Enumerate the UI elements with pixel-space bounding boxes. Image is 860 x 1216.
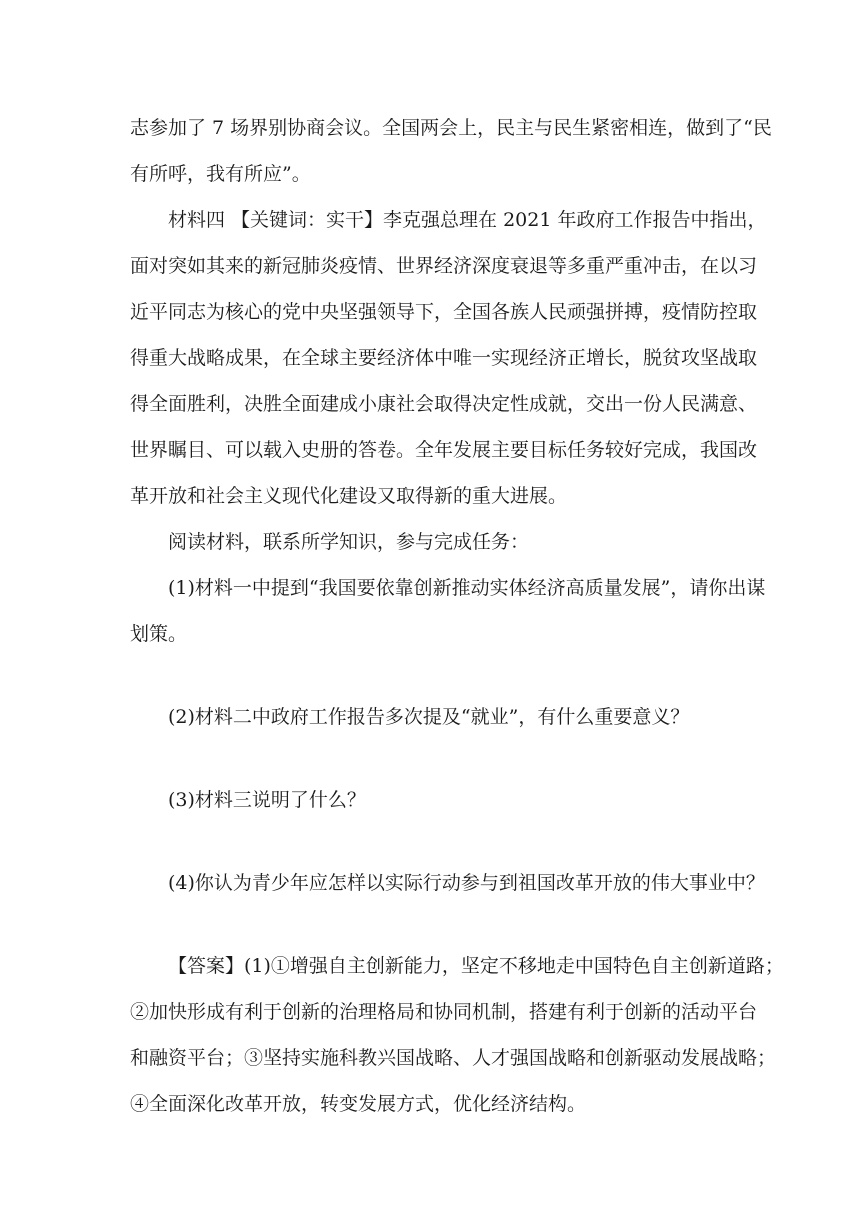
material-four-heading-line: 材料四 【关键词：实干】李克强总理在 2021 年政府工作报告中指出， [168, 209, 767, 231]
paragraph-line: 有所呼，我有所应”。 [130, 163, 311, 185]
paragraph-line: 志参加了 7 场界别协商会议。全国两会上，民主与民生紧密相连，做到了“民 [130, 117, 772, 139]
question-1: (1)材料一中提到“我国要依靠创新推动实体经济高质量发展”，请你出谋 [168, 577, 766, 599]
question-3: (3)材料三说明了什么？ [168, 789, 366, 811]
paragraph-line: 得重大战略成果，在全球主要经济体中唯一实现经济正增长，脱贫攻坚战取 [130, 347, 758, 369]
question-1-continued: 划策。 [130, 623, 188, 645]
answer-line: 【答案】(1)①增强自主创新能力，坚定不移地走中国特色自主创新道路； [168, 955, 784, 977]
answer-line: 和融资平台；③坚持实施科教兴国战略、人才强国战略和创新驱动发展战略； [130, 1047, 777, 1069]
paragraph-line: 近平同志为核心的党中央坚强领导下，全国各族人民顽强拼搏，疫情防控取 [130, 301, 758, 323]
paragraph-line: 世界瞩目、可以载入史册的答卷。全年发展主要目标任务较好完成，我国改 [130, 439, 758, 461]
task-instruction: 阅读材料，联系所学知识，参与完成任务： [168, 531, 530, 553]
paragraph-line: 面对突如其来的新冠肺炎疫情、世界经济深度衰退等多重严重冲击，在以习 [130, 255, 758, 277]
paragraph-line: 革开放和社会主义现代化建设又取得新的重大进展。 [130, 485, 568, 507]
answer-line: ④全面深化改革开放，转变发展方式，优化经济结构。 [130, 1093, 587, 1115]
question-4: (4)你认为青少年应怎样以实际行动参与到祖国改革开放的伟大事业中？ [168, 872, 765, 894]
question-2: (2)材料二中政府工作报告多次提及“就业”，有什么重要意义？ [168, 706, 690, 728]
answer-line: ②加快形成有利于创新的治理格局和协同机制，搭建有利于创新的活动平台 [130, 1001, 758, 1023]
paragraph-line: 得全面胜利，决胜全面建成小康社会取得决定性成就，交出一份人民满意、 [130, 393, 758, 415]
